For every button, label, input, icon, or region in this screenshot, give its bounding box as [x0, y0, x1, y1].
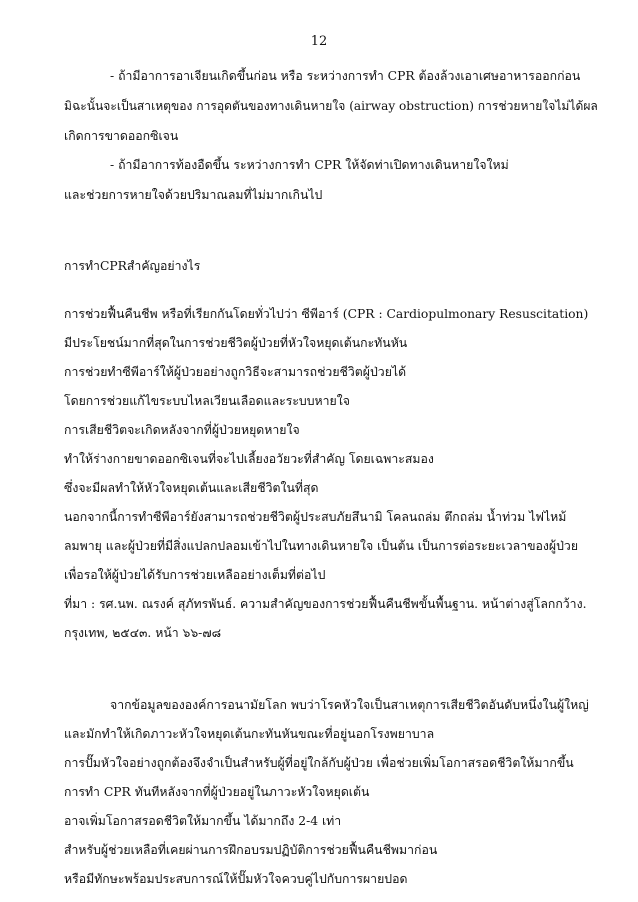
body-line: ลมพายุ และผู้ป่วยที่มีสิ่งแปลกปลอมเข้าไปในทางเดินหายใจ เป็นต้น เป็นการต่อระยะเวลาของผู้ป่วย — [64, 539, 579, 553]
note-line-4: - ถ้ามีอาการท้องอืดขึ้น ระหว่างการทำ CPR ให้จัดท่าเปิดทางเดินหายใจใหม่ — [110, 158, 509, 172]
page-number: 12 — [310, 34, 328, 49]
section-heading: การทำCPRสำคัญอย่างไร — [64, 259, 201, 273]
body-line: เพื่อรอให้ผู้ป่วยได้รับการช่วยเหลืออย่างเต็มที่ต่อไป — [64, 568, 326, 582]
body-line: หรือมีทักษะพร้อมประสบการณ์ให้ปั๊มหัวใจควบคู่ไปกับการผายปอด — [64, 872, 408, 886]
body-line: โดยการช่วยแก้ไขระบบไหลเวียนเลือดและระบบหายใจ — [64, 394, 350, 408]
body-line: ซึ่งจะมีผลทำให้หัวใจหยุดเต้นและเสียชีวิตในที่สุด — [64, 481, 319, 495]
source-citation-line-1: ที่มา : รศ.นพ. ณรงค์ สุภัทรพันธ์. ความสำคัญของการช่วยฟื้นคืนชีพขั้นพื้นฐาน. หน้าต่างสู่โลกกว้าง. — [64, 597, 587, 611]
note-line-3: เกิดการขาดออกซิเจน — [64, 129, 179, 143]
body-line: การทำ CPR ทันทีหลังจากที่ผู้ป่วยอยู่ในภาวะหัวใจหยุดเต้น — [64, 785, 370, 799]
body-line: อาจเพิ่มโอกาสรอดชีวิตให้มากขึ้น ได้มากถึง 2-4 เท่า — [64, 814, 342, 828]
note-line-1: - ถ้ามีอาการอาเจียนเกิดขึ้นก่อน หรือ ระหว่างการทำ CPR ต้องล้วงเอาเศษอาหารออกก่อน — [110, 69, 581, 83]
body-line: จากข้อมูลขององค์การอนามัยโลก พบว่าโรคหัวใจเป็นสาเหตุการเสียชีวิตอันดับหนึ่งในผู้ใหญ่ — [110, 698, 589, 712]
body-line: การช่วยทำซีพีอาร์ให้ผู้ป่วยอย่างถูกวิธีจะสามารถช่วยชีวิตผู้ป่วยได้ — [64, 365, 407, 379]
body-line: การช่วยฟื้นคืนชีพ หรือที่เรียกกันโดยทั่วไปว่า ซีพีอาร์ (CPR : Cardiopulmonary Resuscitation) — [64, 307, 589, 321]
note-line-5: และช่วยการหายใจด้วยปริมาณลมที่ไม่มากเกินไป — [64, 188, 323, 202]
note-line-2: มิฉะนั้นจะเป็นสาเหตุของ การอุดตันของทางเดินหายใจ (airway obstruction) การช่วยหายใจไม่ได้ผล — [64, 99, 598, 113]
source-citation-line-2: กรุงเทพ, ๒๕๔๓. หน้า ๖๖-๗๘ — [64, 626, 222, 640]
body-line: มีประโยชน์มากที่สุดในการช่วยชีวิตผู้ป่วยที่หัวใจหยุดเต้นกะทันหัน — [64, 336, 408, 350]
body-line: ทำให้ร่างกายขาดออกซิเจนที่จะไปเลี้ยงอวัยวะที่สำคัญ โดยเฉพาะสมอง — [64, 452, 434, 466]
body-line: สำหรับผู้ช่วยเหลือที่เคยผ่านการฝึกอบรมปฏิบัติการช่วยฟื้นคืนชีพมาก่อน — [64, 843, 438, 857]
body-line: และมักทำให้เกิดภาวะหัวใจหยุดเต้นกะทันหันขณะที่อยู่นอกโรงพยาบาล — [64, 727, 435, 741]
body-line: การปั๊มหัวใจอย่างถูกต้องจึงจำเป็นสำหรับผู้ที่อยู่ใกล้กับผู้ป่วย เพื่อช่วยเพิ่มโอกาสรอดชีวิตให้มากขึ้น — [64, 756, 574, 770]
body-line: นอกจากนี้การทำซีพีอาร์ยังสามารถช่วยชีวิตผู้ประสบภัยสึนามิ โคลนถล่ม ตึกถล่ม น้ำท่วม ไฟไหม้ — [64, 510, 567, 524]
body-line: การเสียชีวิตจะเกิดหลังจากที่ผู้ป่วยหยุดหายใจ — [64, 423, 300, 437]
